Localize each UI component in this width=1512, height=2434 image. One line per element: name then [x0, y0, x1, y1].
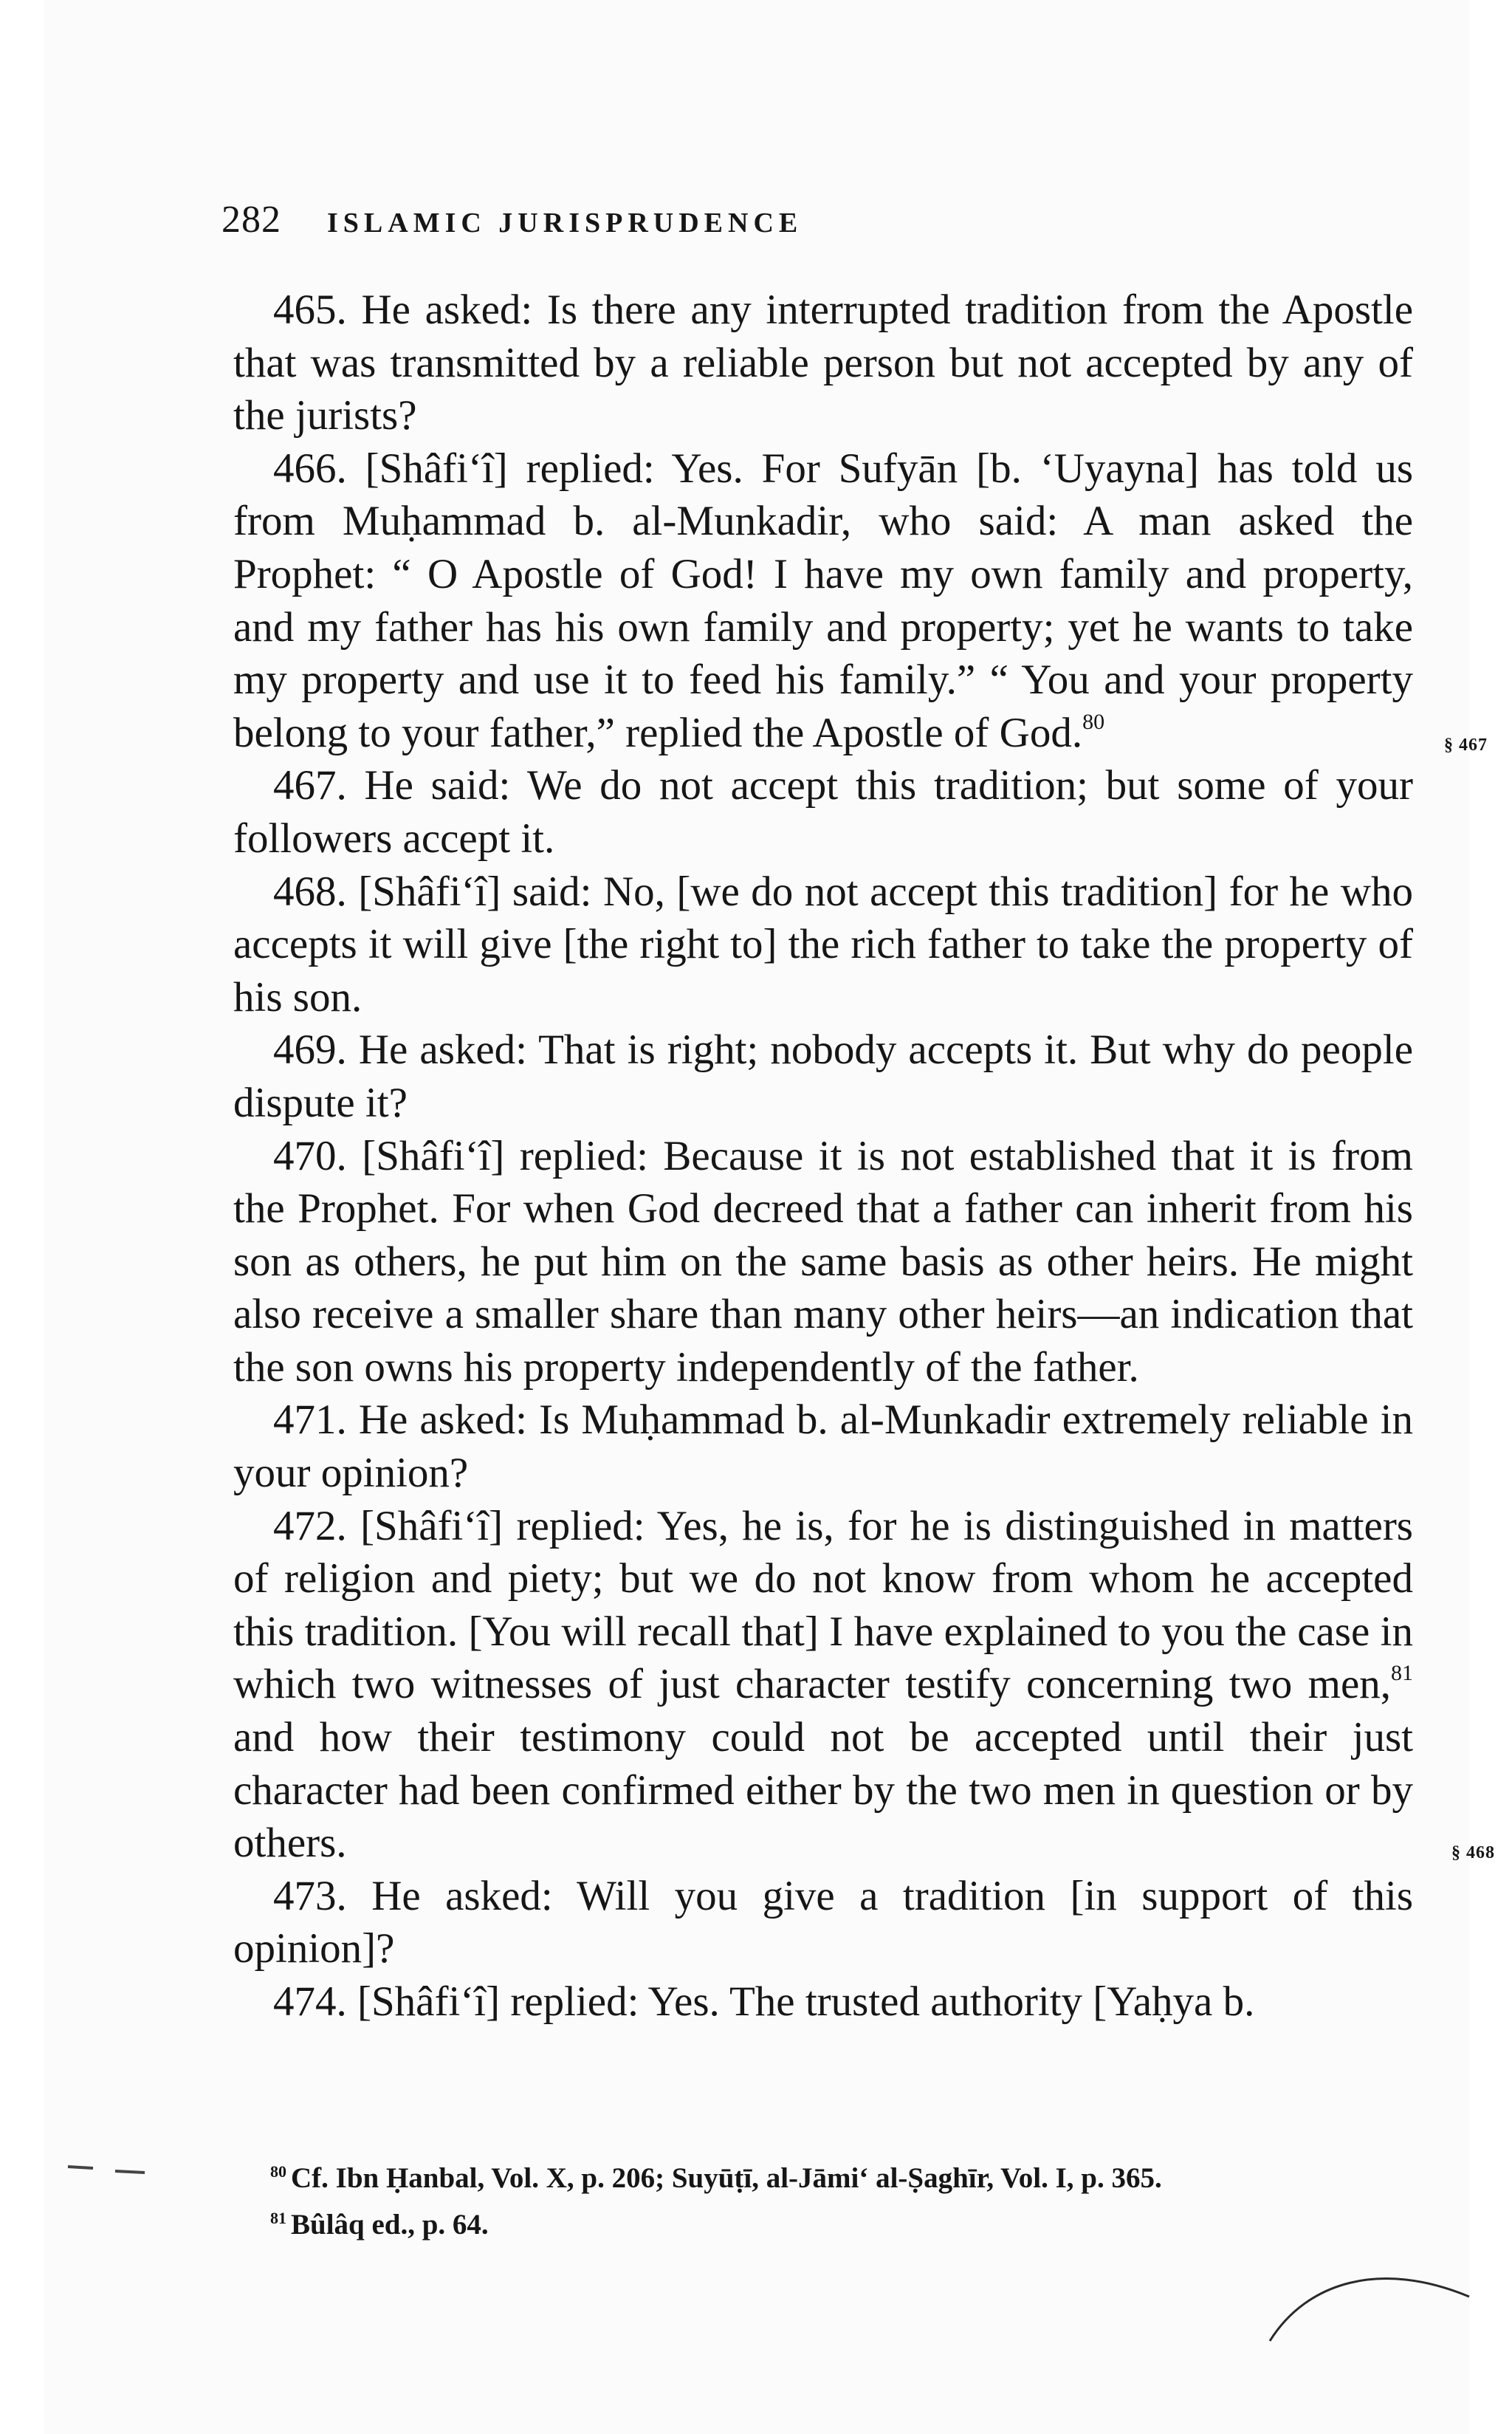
- footnote-80-text: Cf. Ibn Ḥanbal, Vol. X, p. 206; Suyūṭī, al-Jāmi‘ al-Ṣaghīr, Vol. I, p. 365.: [291, 2162, 1162, 2194]
- paragraph-473: 473. He asked: Will you give a tradition [in support of this opinion]?: [233, 1872, 1413, 1972]
- footnote-80: [270, 2152, 1422, 2198]
- footnote-ref-80: 80: [1082, 709, 1105, 734]
- paragraph-469: 469. He asked: That is right; nobody accepts it. But why do people dispute it?: [233, 1026, 1413, 1126]
- paragraph-466-text: 466. [Shâfi‘î] replied: Yes. For Sufyān [b. ‘Uyayna] has told us from Muḥammad b. al-Munkadir, who said: A man asked the Prophet: “ O Apostle of God! I have my own family and property, and my father has his own family and property; yet he wants to take my property and use it to feed his family.” “ You and your property belong to your father,” replied the Apostle of God.: [233, 445, 1413, 756]
- paragraph-466: [233, 442, 1413, 760]
- footnote-ref-81: 81: [1391, 1661, 1413, 1686]
- paragraph-471: 471. He asked: Is Muḥammad b. al-Munkadir extremely reliable in your opinion?: [233, 1396, 1413, 1497]
- page-header: [221, 198, 803, 241]
- stray-dash-mark: [63, 2156, 152, 2178]
- page-number: 282: [221, 199, 281, 241]
- footnote-81-text: Bûlâq ed., p. 64.: [291, 2209, 489, 2241]
- paragraph-472-text-a: 472. [Shâfi‘î] replied: Yes, he is, for he is distinguished in matters of religion and piety; but we do not know from whom he accepted this tradition. [You will recall that] I have explained to you the case in which two witnesses of just character testify concerning two men,: [233, 1502, 1413, 1708]
- footnotes: [270, 2152, 1422, 2245]
- margin-note-s468: § 468: [1451, 1843, 1495, 1862]
- footnote-81-number: 81: [270, 2209, 286, 2227]
- pencil-arc-mark: [1255, 2252, 1491, 2356]
- footnote-81: [270, 2198, 1422, 2245]
- footnote-80-number: 80: [270, 2162, 286, 2181]
- paragraph-472-text-b: and how their testimony could not be accepted until their just character had been confirmed either by the two men in question or by others.: [233, 1714, 1413, 1867]
- paragraph-470: 470. [Shâfi‘î] replied: Because it is not established that it is from the Prophet. For when God decreed that a father can inherit from his son as others, he put him on the same basis as other heirs. He might also receive a smaller share than many other heirs—an indication that the son owns his property independently of the father.: [233, 1132, 1413, 1391]
- paragraph-465: 465. He asked: Is there any interrupted tradition from the Apostle that was transmitted by a reliable person but not accepted by any of the jurists?: [233, 287, 1413, 439]
- body-text: [233, 284, 1413, 2029]
- paragraph-472: [233, 1500, 1413, 1870]
- paragraph-467: 467. He said: We do not accept this tradition; but some of your followers accept it.: [233, 762, 1413, 862]
- paragraph-474: 474. [Shâfi‘î] replied: Yes. The trusted authority [Yaḥya b.: [273, 1978, 1255, 2025]
- paragraph-468: 468. [Shâfi‘î] said: No, [we do not accept this tradition] for he who accepts it will give [the right to] the rich father to take the property of his son.: [233, 868, 1413, 1021]
- running-head: ISLAMIC JURISPRUDENCE: [327, 208, 803, 239]
- margin-note-s467: § 467: [1444, 736, 1488, 755]
